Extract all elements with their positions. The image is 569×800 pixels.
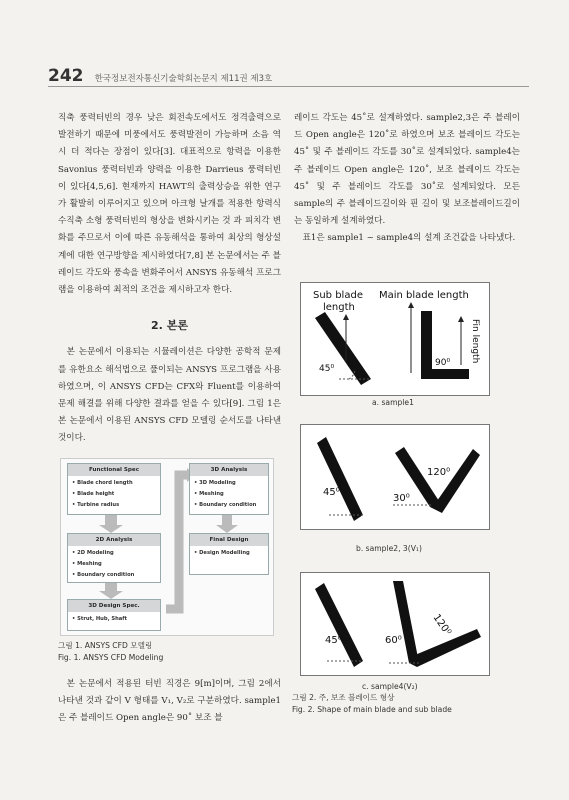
angle-30-label: 30⁰ bbox=[393, 493, 410, 504]
section-title: 2. 본론 bbox=[151, 319, 188, 333]
box-functional-spec bbox=[67, 463, 161, 515]
box-title: Final Design bbox=[190, 534, 268, 546]
box-title: 3D Analysis bbox=[190, 464, 268, 476]
main-blade-label: Main blade length bbox=[379, 290, 469, 301]
fin bbox=[421, 369, 469, 379]
box-item: • 2D Modeling bbox=[72, 550, 114, 556]
panel-c-label: c. sample4(V₂) bbox=[362, 682, 418, 691]
left-paragraph-1: 직축 풍력터빈의 경우 낮은 회전속도에서도 정격출력으로 발전하기 때문에 미풍에서도 풍력발전이 가능하며 소음 역시 더 적다는 장점이 있다[3]. 대표적으로 항력을 이용한 Savonius 풍력터빈과 양력을 이용한 Darrieus 풍력터빈이 있다[4,5,6]. 현재까지 HAWT의 출력상승을 위한 연구가 활발히 이루어지고 있으며 아크형 날개를 적용한 항력식 수직축 소형 풍력터빈의 형상을 변화시키는 것 과 피치각 변화를 주므로서 이에 따른 유동해석을 통하여 최상의 형상설계에 대한 연구방향을 제시하였다[7,8] 본 논문에서는 주 블레이드 각도와 풍속을 변화주어서 ANSYS 유동해석 프로그램을 이용하여 최적의 조건을 제시하고자 한다. bbox=[58, 113, 281, 296]
box-2d-analysis bbox=[67, 533, 161, 583]
box-3d-analysis bbox=[189, 463, 269, 515]
box-item: • Boundary condition bbox=[72, 572, 135, 578]
box-item: • Boundary condition bbox=[194, 502, 257, 508]
flowchart-figure bbox=[60, 458, 274, 636]
box-item: • Blade chord length bbox=[72, 480, 133, 486]
right-paragraph-1: 레이드 각도는 45˚로 설계하였다. sample2,3은 주 블레이드 Open angle은 120˚로 하였으며 보조 블레이드 각도는 45˚ 및 주 블레이드 각도를 30˚로 설계되었다. sample4는 주 블레이드 Open angle은 120˚, 보조 블레이드 각도는 45˚ 및 주 블레이드 각도를 30˚로 설계되었다. 모든 sample의 주 블레이드길이와 핀 길이 및 보조블레이드길이는 동일하게 설계하였다. bbox=[294, 113, 520, 227]
right-paragraph-2: 표1은 sample1 ~ sample4의 설계 조건값을 나타냈다. bbox=[302, 233, 516, 244]
box-final-design bbox=[189, 533, 269, 575]
sample4-diagram bbox=[301, 573, 489, 675]
fig2-panel-a bbox=[300, 282, 490, 396]
fig2-panel-c bbox=[300, 572, 490, 676]
box-item: • Strut, Hub, Shaft bbox=[72, 616, 128, 622]
fig2-caption-ko: 그림 2. 주, 보조 블레이드 형상 bbox=[292, 693, 395, 702]
box-item: • 3D Modeling bbox=[194, 480, 236, 486]
arrow-down-1 bbox=[99, 515, 123, 533]
panel-a-label: a. sample1 bbox=[372, 398, 414, 407]
arrow-down-2 bbox=[99, 581, 123, 599]
page-header bbox=[48, 66, 272, 86]
box-item: • Meshing bbox=[72, 561, 102, 567]
journal-name: 한국정보전자통신기술학회논문지 제11권 제3호 bbox=[94, 74, 273, 84]
panel-b-label: b. sample2, 3(V₁) bbox=[356, 544, 422, 553]
box-item: • Meshing bbox=[194, 491, 224, 497]
fig1-caption bbox=[58, 640, 163, 664]
right-column bbox=[294, 110, 520, 248]
box-3d-design-spec bbox=[67, 599, 161, 631]
left-column bbox=[58, 110, 281, 448]
arrow-up-path bbox=[166, 475, 187, 609]
box-item: • Design Modelling bbox=[194, 550, 250, 556]
sample23-diagram bbox=[301, 425, 489, 529]
left-paragraph-3-block bbox=[58, 676, 281, 728]
box-item: • Blade height bbox=[72, 491, 115, 497]
fin-label: Fin length bbox=[470, 319, 480, 364]
length-label: length bbox=[323, 302, 355, 313]
box-title: 2D Analysis bbox=[68, 534, 160, 546]
fig1-caption-ko: 그림 1. ANSYS CFD 모델링 bbox=[58, 641, 153, 650]
left-paragraph-2: 본 논문에서 이용되는 시뮬레이션은 다양한 공학적 문제를 유한요소 해석법으로 풀이되는 ANSYS 프로그램을 사용하였으며, 이 ANSYS CFD는 CFX와 Fluent를 이용하여 문제 해결를 위해 다양한 결과를 얻을 수 있다[9]. 그림 1은 본 논문에서 이용된 ANSYS CFD 모델링 순서도를 나타낸 것이다. bbox=[58, 347, 281, 444]
sample1-diagram bbox=[301, 283, 489, 395]
box-title: 3D Design Spec. bbox=[68, 600, 160, 612]
left-paragraph-3: 본 논문에서 적용된 터빈 직경은 9[m]이며, 그림 2에서 나타낸 것과 같이 V 형태를 V₁, V₂로 구분하였다. sample1은 주 블레이드 Open angle은 90˚ 보조 블 bbox=[58, 679, 281, 724]
angle-45-label: 45⁰ bbox=[325, 635, 342, 646]
fig2-panel-b bbox=[300, 424, 490, 530]
angle-90-label: 90⁰ bbox=[435, 358, 451, 368]
page-number: 242 bbox=[48, 66, 84, 86]
sub-blade bbox=[315, 583, 363, 667]
angle-45-label: 45⁰ bbox=[319, 364, 335, 374]
fig1-caption-en: Fig. 1. ANSYS CFD Modeling bbox=[58, 653, 164, 662]
fig2-caption-en: Fig. 2. Shape of main blade and sub blade bbox=[292, 705, 452, 714]
fig2-caption bbox=[292, 692, 452, 716]
main-blade-left bbox=[393, 581, 419, 663]
box-title: Functional Spec bbox=[68, 464, 160, 476]
arrow-down-3 bbox=[216, 515, 238, 533]
angle-120-label: 120⁰ bbox=[427, 467, 451, 478]
sub-blade bbox=[315, 312, 371, 385]
angle-60-label: 60⁰ bbox=[385, 635, 402, 646]
angle-120-label: 120⁰ bbox=[430, 612, 453, 638]
sub-blade-label: Sub blade bbox=[313, 290, 363, 301]
header-rule bbox=[48, 86, 529, 87]
box-item: • Turbine radius bbox=[72, 502, 120, 508]
main-blade-right bbox=[430, 449, 480, 513]
angle-45-label: 45⁰ bbox=[323, 487, 340, 498]
sub-blade bbox=[317, 437, 363, 521]
main-blade bbox=[421, 311, 432, 379]
